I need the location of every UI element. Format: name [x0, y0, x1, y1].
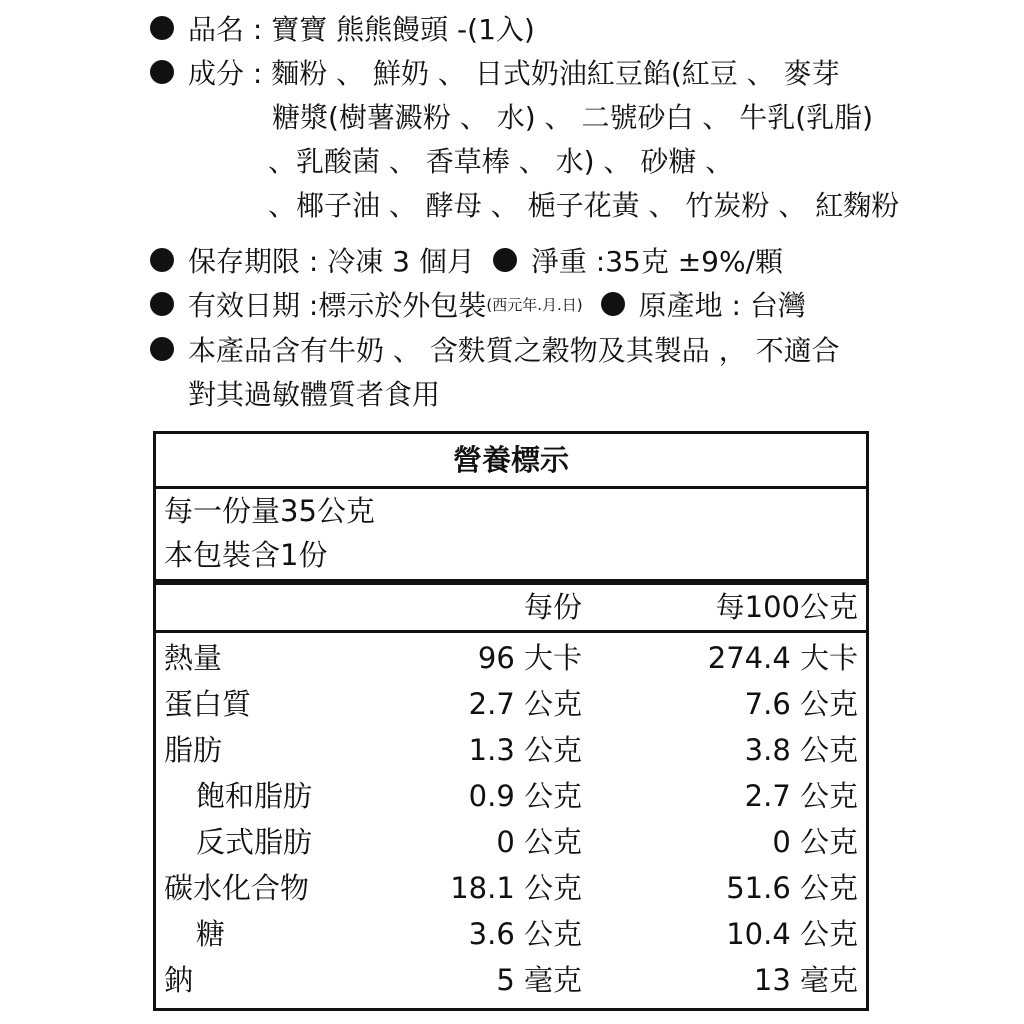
servings-per-pack: 本包裝含1份 [164, 538, 328, 572]
per-100g-value: 0 公克 [772, 825, 858, 859]
origin: 原產地 : 台灣 [638, 289, 806, 322]
serving-info [156, 489, 866, 585]
nutrition-facts-panel [153, 431, 869, 1011]
nutrition-title: 營養標示 [156, 434, 866, 489]
nutrient-row-calories [156, 635, 866, 681]
nutrient-name: 碳水化合物 [164, 871, 310, 905]
allergen-warning: 本產品含有牛奶 、 含麩質之穀物及其製品 ， 不適合 [188, 334, 840, 367]
bullet-icon [150, 337, 174, 361]
nutrient-name: 糖 [196, 917, 226, 951]
ingredients-line-3: 、乳酸菌 、 香草棒 、 水) 、 砂糖 、 [268, 145, 734, 178]
per-serving-value: 1.3 公克 [468, 733, 582, 767]
header-per-100g: 每100公克 [715, 590, 858, 624]
nutrient-row-fat [156, 727, 866, 773]
nutrient-row-sugar [156, 911, 866, 957]
per-100g-value: 13 毫克 [753, 963, 858, 997]
per-100g-value: 274.4 大卡 [707, 641, 858, 675]
allergen-line-2: 對其過敏體質者食用 [188, 378, 441, 411]
bullet-icon [493, 248, 517, 272]
bullet-icon [150, 292, 174, 316]
ingredients-line [150, 52, 1010, 96]
nutrient-name: 鈉 [164, 963, 194, 997]
nutrient-name: 熱量 [164, 641, 223, 675]
product-name: 品名 : 寶寶 熊熊饅頭 -(1入) [188, 13, 535, 46]
nutrient-row-sodium [156, 957, 866, 1003]
product-info [150, 8, 1010, 417]
per-100g-value: 10.4 公克 [726, 917, 858, 951]
bullet-icon [150, 60, 174, 84]
per-100g-value: 51.6 公克 [726, 871, 858, 905]
allergen-line [150, 329, 1010, 373]
per-serving-value: 0 公克 [496, 825, 582, 859]
per-100g-value: 2.7 公克 [744, 779, 858, 813]
per-serving-value: 18.1 公克 [450, 871, 582, 905]
per-100g-value: 3.8 公克 [744, 733, 858, 767]
bullet-icon [150, 16, 174, 40]
nutrient-name: 飽和脂肪 [196, 779, 313, 813]
bullet-icon [150, 248, 174, 272]
bullet-icon [601, 292, 625, 316]
product-name-line [150, 8, 1010, 52]
per-serving-value: 5 毫克 [496, 963, 582, 997]
nutrient-name: 反式脂肪 [196, 825, 313, 859]
shelf-life: 保存期限 : 冷凍 3 個月 [188, 245, 475, 278]
ingredients-line-4: 、椰子油 、 酵母 、 梔子花黃 、 竹炭粉 、 紅麴粉 [268, 189, 900, 222]
header-per-serving: 每份 [523, 590, 582, 624]
column-headers [156, 585, 866, 633]
nutrition-rows [156, 633, 866, 1003]
per-serving-value: 3.6 公克 [468, 917, 582, 951]
per-serving-value: 2.7 公克 [468, 687, 582, 721]
net-weight: 淨重 :35克 ±9%/顆 [530, 245, 784, 278]
nutrient-row-carbohydrate [156, 865, 866, 911]
nutrient-name: 脂肪 [164, 733, 223, 767]
serving-size: 每一份量35公克 [164, 494, 375, 528]
per-serving-value: 96 大卡 [477, 641, 582, 675]
expiry-format-note: (西元年.月.日) [486, 296, 583, 314]
per-100g-value: 7.6 公克 [744, 687, 858, 721]
nutrient-row-trans-fat [156, 819, 866, 865]
shelf-life-line [150, 240, 1010, 284]
expiry-date: 有效日期 :標示於外包裝 [188, 289, 487, 322]
per-serving-value: 0.9 公克 [468, 779, 582, 813]
nutrient-row-saturated-fat [156, 773, 866, 819]
nutrient-name: 蛋白質 [164, 687, 252, 721]
nutrient-row-protein [156, 681, 866, 727]
expiry-line [150, 284, 1010, 329]
ingredients: 成分 : 麵粉 、 鮮奶 、 日式奶油紅豆餡(紅豆 、 麥芽 [188, 57, 840, 90]
ingredients-line-2: 糖漿(樹薯澱粉 、 水) 、 二號砂白 、 牛乳(乳脂) [272, 101, 874, 134]
